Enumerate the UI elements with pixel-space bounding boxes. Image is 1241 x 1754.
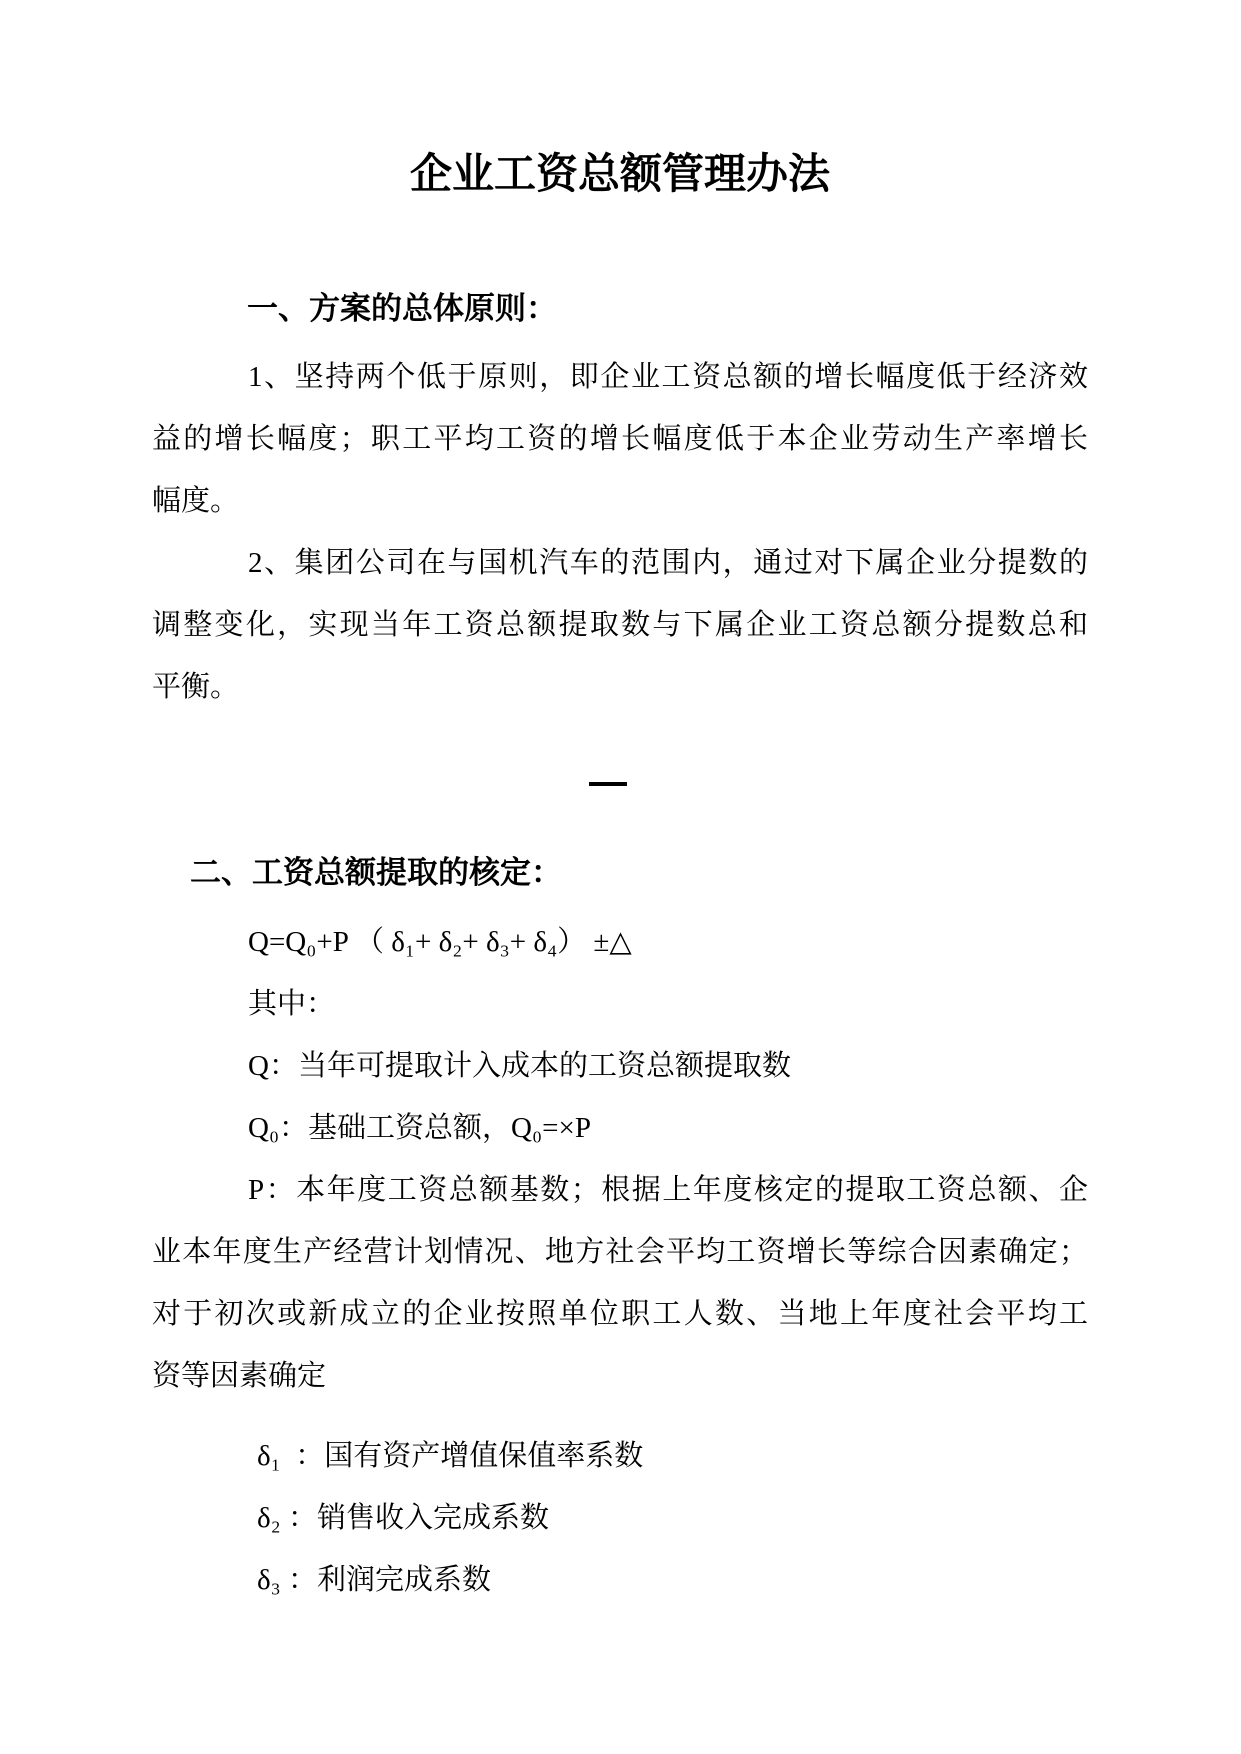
section-divider	[152, 782, 1088, 844]
page-title: 企业工资总额管理办法	[409, 150, 830, 197]
definition-q0-line: Q₀：基础工资总额，Q₀=×P	[248, 1112, 591, 1144]
definition-p-line-4: 资等因素确定	[152, 1360, 327, 1392]
definition-delta2-line: δ₂ ：销售收入完成系数	[257, 1502, 550, 1534]
document-content	[152, 0, 1088, 1611]
paragraph-2-line-3: 平衡。	[152, 671, 240, 703]
paragraph-2-line-2: 调整变化，实现当年工资总额提取数与下属企业工资总额分提数总和	[152, 609, 1088, 641]
section-divider-line	[589, 782, 627, 786]
definition-q-line: Q：当年可提取计入成本的工资总额提取数	[248, 1050, 791, 1082]
paragraph-1-line-1: 1、坚持两个低于原则，即企业工资总额的增长幅度低于经济效	[248, 361, 1088, 393]
paragraph-2-line-1: 2、集团公司在与国机汽车的范围内，通过对下属企业分提数的	[248, 547, 1088, 579]
definition-delta1-line: δ₁ ：国有资产增值保值率系数	[257, 1440, 644, 1472]
section-2-heading: 二、工资总额提取的核定：	[190, 855, 562, 890]
among-label: 其中：	[248, 988, 336, 1020]
formula-line: Q=Q₀+P （ δ₁+ δ₂+ δ₃+ δ₄） ±△	[248, 926, 632, 958]
definition-p-line-2: 业本年度生产经营计划情况、地方社会平均工资增长等综合因素确定；	[152, 1236, 1088, 1268]
section-1-heading: 一、方案的总体原则：	[247, 291, 557, 326]
paragraph-1-line-2: 益的增长幅度；职工平均工资的增长幅度低于本企业劳动生产率增长	[152, 423, 1088, 455]
paragraph-1-line-3: 幅度。	[152, 485, 240, 517]
definition-p-line-3: 对于初次或新成立的企业按照单位职工人数、当地上年度社会平均工	[152, 1298, 1088, 1330]
definition-p-line-1: P：本年度工资总额基数；根据上年度核定的提取工资总额、企	[248, 1174, 1088, 1206]
definition-delta3-line: δ₃ ：利润完成系数	[257, 1564, 492, 1596]
